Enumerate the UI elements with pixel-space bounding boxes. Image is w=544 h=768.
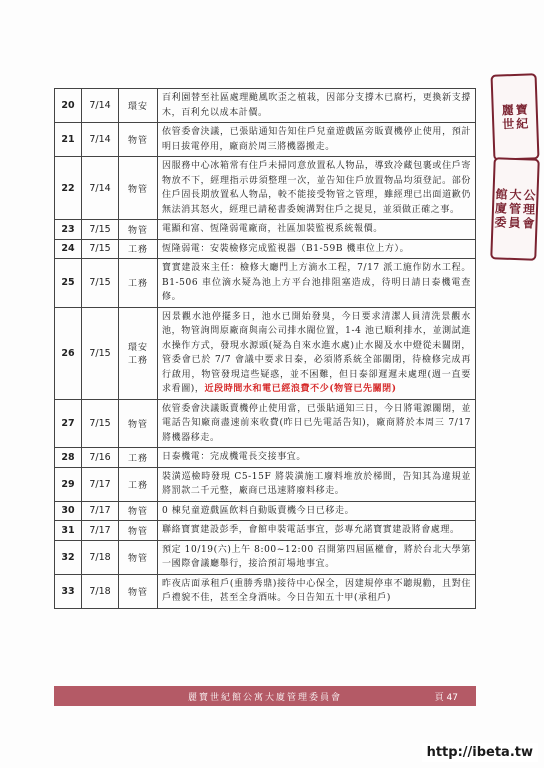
seal-character: 世 <box>501 116 515 131</box>
table-row <box>55 540 476 574</box>
row-department: 環安 工務 <box>119 307 158 399</box>
row-content <box>158 239 476 259</box>
seal-character: 館 <box>495 186 508 202</box>
table-row <box>55 239 476 259</box>
row-content-text: 聯絡寶實建設彭季，會館申裝電話事宜，彭專允諾寶實建設將會處理。 <box>162 525 460 535</box>
row-content-text: 昨夜店面承租戶(重勝秀鼎)接待中心保全，因建規停車不聽規勸，且對住戶禮貌不佳，甚至全身酒味。今日告知五十甲(承租戶) <box>162 578 471 603</box>
row-content <box>158 521 476 541</box>
row-content-text: 寶實建設來主任：檢修大廳門上方滴水工程，7/17 派工施作防水工程。 B1-506 車位滴水疑為池上方平台池排阻塞造成，待明日請日泰機電查修。 <box>162 263 471 302</box>
seal-stamp-bottom <box>490 157 540 261</box>
row-content <box>158 89 476 123</box>
row-department: 物管 <box>119 540 158 574</box>
row-department: 工務 <box>119 448 158 468</box>
row-number: 28 <box>55 448 82 468</box>
table-row <box>55 307 476 399</box>
row-content <box>158 399 476 448</box>
row-number: 22 <box>55 157 82 220</box>
row-content-text: 依管委會決議，已張貼通知告知住戶兒童遊戲區旁販賣機停止使用，預計明日拔電停用，廠商於周三將機器搬走。 <box>162 127 471 152</box>
row-content-text: 恆隆弱電：安裝檢修完成監視器（B1-59B 機車位上方）。 <box>162 243 410 254</box>
row-content-text: 因服務中心冰箱常有住戶未掃同意放置私人物品，導致冷藏包裹或住戶寄物放不下，經理指示毋須整理一次，並告知住戶放置物品均須登記。部份住戶固長期放置私人物品，較不能接受物管之管理，雖經理已出面道歉仍無法消其怒火，經理已請秘書委婉溝對住戶之提見，並須做正確之事。 <box>162 161 471 215</box>
row-department: 物管 <box>119 521 158 541</box>
row-content-text: 百利園替至社區處理颱風吹歪之植栽，因部分支撐木已腐朽，更換新支撐木，百利允以成本計價。 <box>162 93 471 118</box>
seal-character: 麗 <box>501 102 514 117</box>
table-row <box>55 259 476 308</box>
row-content <box>158 501 476 521</box>
work-log-table <box>54 88 476 609</box>
table-row <box>55 501 476 521</box>
row-content <box>158 467 476 501</box>
row-date: 7/17 <box>82 521 119 541</box>
row-number: 27 <box>55 399 82 448</box>
seal-character: 管 <box>508 201 522 216</box>
row-date: 7/18 <box>82 574 119 608</box>
footer-title: 麗寶世紀館公寓大廈管理委員會 <box>187 692 342 703</box>
row-department: 物管 <box>119 157 158 220</box>
row-number: 21 <box>55 123 82 157</box>
row-content-text: 預定 10/19(六)上午 8:00~12:00 召開第四屆區權會，將於台北大學第一國際會議廳舉行，接洽預訂場地事宜。 <box>162 544 471 569</box>
row-date: 7/16 <box>82 448 119 468</box>
row-department: 物管 <box>119 220 158 240</box>
row-date: 7/15 <box>82 259 119 308</box>
row-date: 7/15 <box>82 220 119 240</box>
row-content-highlight: 近段時間水和電已經浪費不少(物管已先關閉) <box>204 384 397 394</box>
row-content-text: 因景觀水池停擺多日，池水已開始發臭，今日要求清潔人員清洗景觀水池，物管詢問原廠商與南公司排水閥位置，1-4 池已順利排水，並測試進水操作方式，發現水源頭(疑為自來水進水處)止水閥及水中燈從未關閉，管委會已於 7/7 會議中要求日泰，必須將系統全部關閉，待檢修完成再行啟用，物管發現這些疑惑，並不困難，但日泰卻遲遲未處理(週一直要求看圖)， <box>162 311 471 394</box>
row-date: 7/15 <box>82 399 119 448</box>
row-department: 物管 <box>119 123 158 157</box>
row-department: 環安 <box>119 89 158 123</box>
row-content <box>158 157 476 220</box>
table-row <box>55 157 476 220</box>
row-content-text: 裝潢巡檢時發現 C5-15F 將裝潢施工廢料堆放於梯間，告知其為違規並將罰款二千元整，廠商已迅速將廢料移走。 <box>162 471 471 496</box>
table-row <box>55 123 476 157</box>
row-content <box>158 307 476 399</box>
row-department: 物管 <box>119 501 158 521</box>
seal-character: 員 <box>508 215 521 230</box>
seal-character: 公 <box>523 187 536 203</box>
seal-character: 紀 <box>515 116 529 131</box>
row-number: 32 <box>55 540 82 574</box>
table-row <box>55 399 476 448</box>
page-number: 頁 47 <box>434 692 458 703</box>
row-content <box>158 574 476 608</box>
seal-character: 大 <box>509 187 522 202</box>
seal-character: 理 <box>522 201 536 217</box>
row-content <box>158 259 476 308</box>
seal-stamp-top <box>491 73 540 161</box>
row-number: 29 <box>55 467 82 501</box>
row-content-text: 電顯和富、恆隆弱電廠商，社區加裝監視系統報價。 <box>162 224 383 234</box>
row-content-text: 0 棟兒童遊戲區飲料自動販賣機今日已移走。 <box>162 505 355 516</box>
table-row <box>55 574 476 608</box>
row-number: 23 <box>55 220 82 240</box>
row-content-text: 依管委會決議販賣機停止使用當，已張貼通知三日，今日將電源關閉，並電話告知廠商盡速前來收費(昨日已先電話告知)，廠商將於本周三 7/17 將機器移走。 <box>162 403 471 443</box>
table-row <box>55 448 476 468</box>
source-watermark: http://ibeta.tw <box>422 743 538 762</box>
row-content <box>158 220 476 240</box>
row-number: 25 <box>55 259 82 308</box>
row-department: 工務 <box>119 259 158 308</box>
row-number: 20 <box>55 89 82 123</box>
row-number: 26 <box>55 307 82 399</box>
row-date: 7/18 <box>82 540 119 574</box>
row-date: 7/14 <box>82 123 119 157</box>
row-number: 30 <box>55 501 82 521</box>
row-date: 7/17 <box>82 501 119 521</box>
row-date: 7/15 <box>82 239 119 259</box>
row-department: 物管 <box>119 574 158 608</box>
table-row <box>55 467 476 501</box>
row-date: 7/17 <box>82 467 119 501</box>
row-date: 7/15 <box>82 307 119 399</box>
row-date: 7/14 <box>82 157 119 220</box>
row-number: 31 <box>55 521 82 541</box>
seal-character: 寶 <box>515 102 528 117</box>
row-number: 24 <box>55 239 82 259</box>
row-number: 33 <box>55 574 82 608</box>
row-content <box>158 123 476 157</box>
seal-character: 廈 <box>494 200 508 216</box>
seal-character: 會 <box>522 215 535 231</box>
row-department: 工務 <box>119 239 158 259</box>
row-department: 工務 <box>119 467 158 501</box>
page-footer <box>54 686 476 706</box>
row-content <box>158 448 476 468</box>
row-date: 7/14 <box>82 89 119 123</box>
table-row <box>55 89 476 123</box>
row-department: 物管 <box>119 399 158 448</box>
table-row <box>55 521 476 541</box>
row-content-text: 日泰機電：完成機電長交接事宜。 <box>162 452 307 462</box>
table-row <box>55 220 476 240</box>
seal-character: 委 <box>494 214 507 230</box>
row-content <box>158 540 476 574</box>
